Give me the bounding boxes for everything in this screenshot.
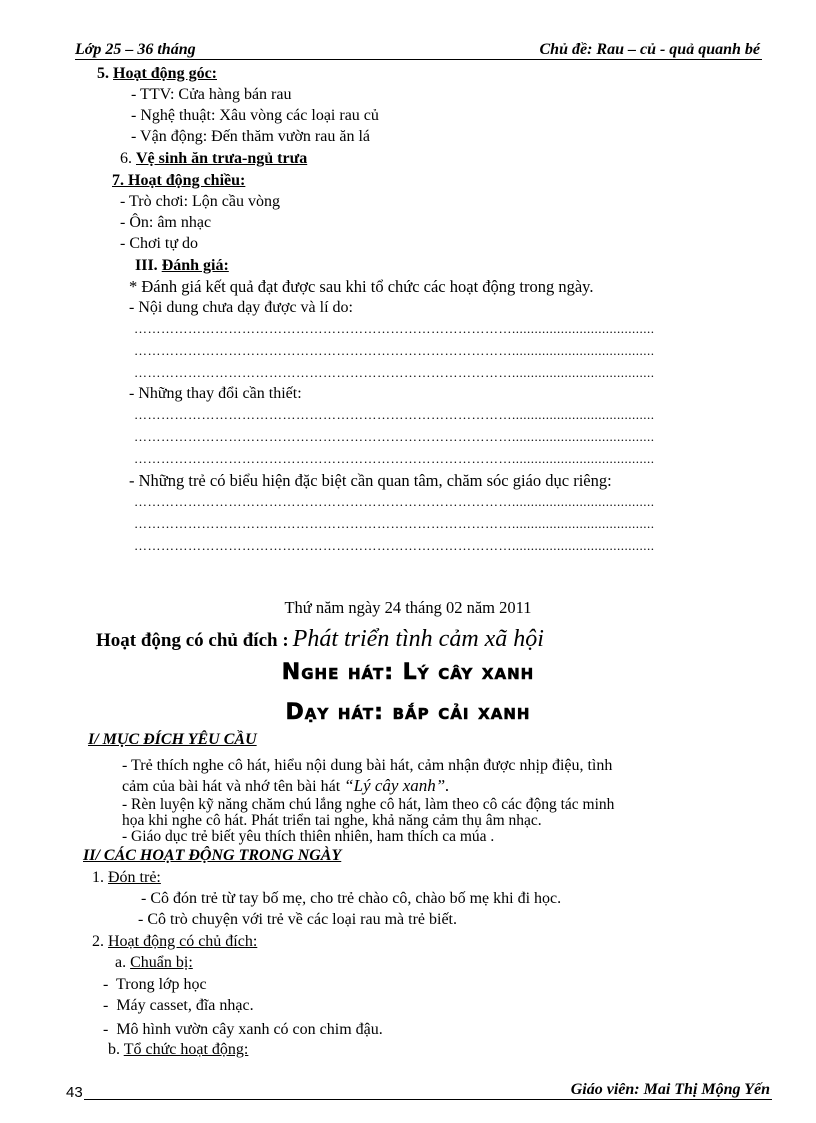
section5-item: - TTV: Cửa hàng bán rau [131,86,292,103]
blank-line: …………………………………………………………………………...................................... [134,343,655,358]
part2-section1-number: 1. [92,869,104,886]
activity-value: Phát triển tình cảm xã hội [292,626,544,652]
section5-item: - Vận động: Đến thăm vườn rau ăn lá [131,128,370,145]
prep-item: - Trong lớp học [103,976,207,993]
part1-paragraph: - Giáo dục trẻ biết yêu thích thiên nhiên, ham thích ca múa . [122,828,495,845]
section6-title [120,149,307,169]
section7-item: - Chơi tự do [120,235,199,252]
evaluation-heading: Đánh giá: [161,257,229,274]
part2-section2-title [92,932,257,952]
part1-paragraph [122,776,449,797]
prep-title [115,953,193,973]
organize-number: b. [108,1041,120,1058]
part1-title: I/ MỤC ĐÍCH YÊU CẦU [88,731,257,748]
song-name: “Lý cây xanh”. [344,776,450,795]
section5-heading: Hoạt động góc: [113,65,217,82]
part1-paragraph: - Trẻ thích nghe cô hát, hiểu nội dung bài hát, cảm nhận được nhịp điệu, tình [122,757,613,774]
blank-line: …………………………………………………………………………...................................... [134,494,655,509]
evaluation-number: III. [135,257,158,274]
part2-section1-item: - Cô trò chuyện với trẻ về các loại rau mà trẻ biết. [138,911,457,928]
prep-item: - Mô hình vườn cây xanh có con chim đậu. [103,1021,383,1038]
evaluation-question-1: - Nội dung chưa dạy được và lí do: [129,299,353,316]
section5-item: - Nghệ thuật: Xâu vòng các loại rau củ [131,107,379,124]
evaluation-intro: * Đánh giá kết quả đạt được sau khi tổ chức các hoạt động trong ngày. [129,277,594,296]
section6-number: 6. [120,150,132,167]
part1-paragraph: họa khi nghe cô hát. Phát triển tai nghe, khả năng cảm thụ âm nhạc. [122,812,542,829]
blank-line: …………………………………………………………………………...................................... [134,516,655,531]
part2-section2-heading: Hoạt động có chủ đích: [108,933,258,950]
section5-title [97,64,217,84]
prep-heading: Chuẩn bị: [130,954,193,971]
blank-line: …………………………………………………………………………...................................... [134,365,655,380]
blank-line: …………………………………………………………………………...................................... [134,538,655,553]
header-rule [75,59,762,60]
prep-number: a. [115,954,127,971]
blank-line: …………………………………………………………………………...................................... [134,451,655,466]
activity-line [96,625,544,656]
evaluation-question-3: - Những trẻ có biểu hiện đặc biệt cần quan tâm, chăm sóc giáo dục riêng: [129,471,612,490]
organize-heading: Tổ chức hoạt động: [123,1041,249,1058]
organize-title [108,1040,248,1060]
blank-line: …………………………………………………………………………...................................... [134,407,655,422]
part2-section2-number: 2. [92,933,104,950]
part2-title: II/ CÁC HOẠT ĐỘNG TRONG NGÀY [83,847,342,864]
section7-item: - Ôn: âm nhạc [120,214,212,231]
lesson-date: Thứ năm ngày 24 tháng 02 năm 2011 [284,598,532,617]
section5-number: 5. [97,65,109,82]
activity-label: Hoạt động có chủ đích : [96,630,289,651]
part1-paragraph: - Rèn luyện kỹ năng chăm chú lắng nghe cô hát, làm theo cô các động tác minh [122,796,615,813]
evaluation-question-2: - Những thay đổi cần thiết: [129,385,302,402]
evaluation-title [135,256,229,276]
section7-title: 7. Hoạt động chiều: [112,172,246,189]
section6-heading: Vệ sinh ăn trưa-ngủ trưa [136,150,308,167]
footer-teacher: Giáo viên: Mai Thị Mộng Yến [570,1081,770,1098]
part2-section1-title [92,868,161,888]
part1-text: cảm của bài hát và nhớ tên bài hát [122,778,341,795]
song-title-listen: Nghe hát: Lý cây xanh [281,660,535,685]
header-class-label: Lớp 25 – 36 tháng [75,41,196,58]
part2-section1-heading: Đón trẻ: [108,869,161,886]
blank-line: …………………………………………………………………………...................................... [134,321,655,336]
blank-line: …………………………………………………………………………...................................... [134,429,655,444]
part2-section1-item: - Cô đón trẻ từ tay bố mẹ, cho trẻ chào cô, chào bố mẹ khi đi học. [141,890,562,907]
prep-item: - Máy casset, đĩa nhạc. [103,997,254,1014]
page-number: 43 [66,1084,83,1101]
song-title-teach: Dạy hát: bắp cải xanh [285,700,531,725]
header-topic-label: Chủ đề: Rau – củ - quả quanh bé [539,41,760,58]
section7-item: - Trò chơi: Lộn cầu vòng [120,193,281,210]
